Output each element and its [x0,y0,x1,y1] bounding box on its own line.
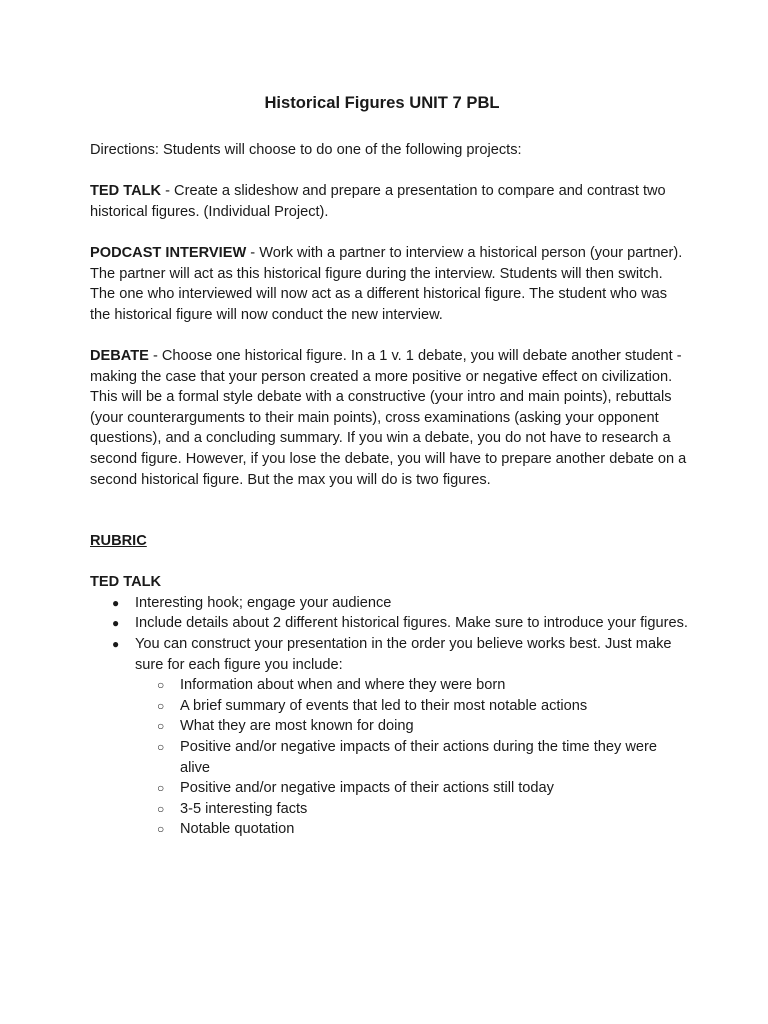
list-item: ● You can construct your presentation in the order you believe works best. Just make sure for each figure you include: ○ Information about when and where they were born ○ A brief summary of events that led to their most notable actions ○ What they are most known for doing ○ Positive and/or negative impacts of their actions during the time they were alive ○ Positive and/or negative impacts of their actions still today ○ 3-5 interesting facts ○ Notable quotation [90,634,690,840]
project-description: - Work with a partner to interview a historical person (your partner). The partner will act as this historical figure during the interview. Students will then switch. The one who interviewed will now act as a different historical figure. The student who was the historical figure will now conduct the new interview. [90,244,683,323]
rubric-heading: RUBRIC [90,533,147,550]
list-item: ○ Positive and/or negative impacts of their actions during the time they were alive [157,739,657,776]
list-item: ● Include details about 2 different historical figures. Make sure to introduce your figures. [90,613,690,634]
circle-bullet-icon: ○ [157,801,165,816]
circle-bullet-icon: ○ [157,781,165,796]
list-item: ○ Positive and/or negative impacts of their actions still today [135,778,690,799]
rubric-section-title: TED TALK [90,574,162,591]
bullet-icon: ● [112,637,120,652]
project-podcast-interview [90,243,690,325]
project-description: - Create a slideshow and prepare a presentation to compare and contrast two historical figures. (Individual Project). [90,183,666,220]
project-ted-talk [90,181,690,222]
rubric-bullet-list [90,593,690,840]
project-name: PODCAST INTERVIEW [90,244,247,261]
list-item: ○ Notable quotation [135,819,690,840]
bullet-icon: ● [112,595,120,610]
project-description: - Choose one historical figure. In a 1 v. 1 debate, you will debate another student - making the case that your person created a more positive or negative effect on civilization. This will be a formal style debate with a constructive (your intro and main points), rebuttals (your counterarguments to their main points), cross examinations (asking your opponent questions), and a concluding summary. If you win a debate, you do not have to research a second figure. However, if you lose the debate, you will have to prepare another debate on a second historical figure. But the max you will do is two figures. [90,347,687,488]
rubric-sub-bullet-list [135,675,690,840]
circle-bullet-icon: ○ [157,698,165,713]
list-item: ○ 3-5 interesting facts [135,799,690,820]
document-title: Historical Figures UNIT 7 PBL [264,93,500,112]
directions-text: Directions: Students will choose to do one of the following projects: [90,142,522,158]
circle-bullet-icon: ○ [157,740,165,755]
project-name: DEBATE [90,347,149,364]
project-name: TED TALK [90,183,162,200]
circle-bullet-icon: ○ [157,678,165,693]
list-item: ○ Information about when and where they were born [135,675,690,696]
list-item: ○ A brief summary of events that led to their most notable actions [135,696,690,717]
list-item: ● Interesting hook; engage your audience [90,593,690,614]
circle-bullet-icon: ○ [157,719,165,734]
document-page [90,92,690,840]
bullet-icon: ● [112,616,120,631]
project-debate [90,346,690,490]
list-item: ○ What they are most known for doing [135,716,690,737]
circle-bullet-icon: ○ [157,822,165,837]
